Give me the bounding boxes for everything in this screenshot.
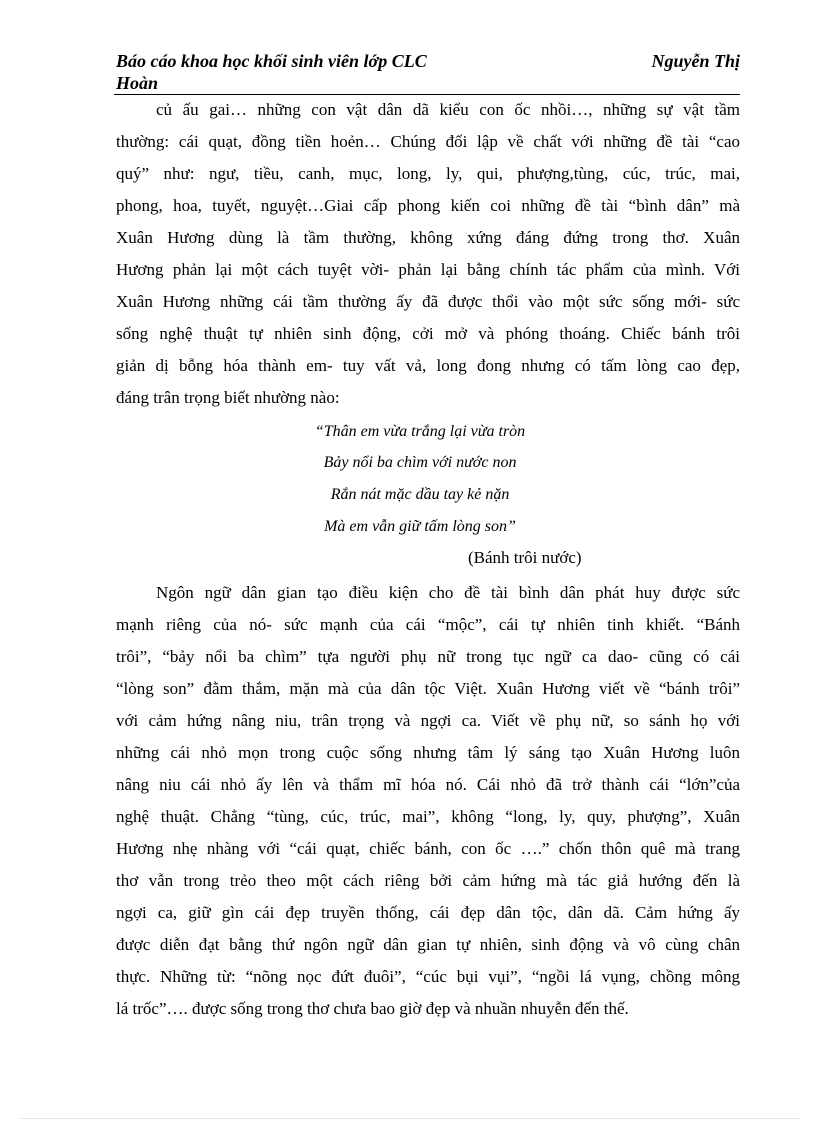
paragraph-1-line: quý” như: ngư, tiều, canh, mục, long, ly, qui, phượng,tùng, cúc, trúc, mai, bbox=[116, 164, 740, 183]
poem-line: “Thân em vừa trắng lại vừa tròn bbox=[314, 423, 526, 440]
paragraph-1-line: phong, hoa, tuyết, nguyệt…Giai cấp phong kiến coi những đề tài “bình dân” mà bbox=[116, 196, 740, 215]
poem-credit: (Bánh trôi nước) bbox=[468, 548, 582, 567]
paragraph-2-line: với cảm hứng nâng niu, trân trọng và ngợi ca. Viết về phụ nữ, so sánh họ với bbox=[116, 711, 740, 730]
poem-line: Mà em vẫn giữ tấm lòng son” bbox=[324, 518, 516, 535]
header-author-name: Nguyễn Thị bbox=[651, 51, 740, 71]
paragraph-2-line: lá trốc”…. được sống trong thơ chưa bao giờ đẹp và nhuần nhuyễn đến thế. bbox=[116, 999, 629, 1018]
paragraph-2-line: Ngôn ngữ dân gian tạo điều kiện cho đề tài bình dân phát huy được sức bbox=[156, 583, 740, 602]
paragraph-1-line: Hương phản lại một cách tuyệt vời- phản lại bằng chính tác phẩm của mình. Với bbox=[116, 260, 740, 279]
page-bottom-edge bbox=[20, 1118, 800, 1119]
header-report-title: Báo cáo khoa học khối sinh viên lớp CLC bbox=[116, 51, 427, 71]
poem-line: Rắn nát mặc dầu tay kẻ nặn bbox=[330, 486, 510, 503]
paragraph-2-line: thực. Những từ: “nõng nọc đứt đuôi”, “cúc bụi vụi”, “ngồi lá vụng, chồng mông bbox=[116, 967, 740, 986]
paragraph-2-line: “lòng son” đằm thắm, mặn mà của dân tộc Việt. Xuân Hương viết về “bánh trôi” bbox=[116, 679, 740, 698]
paragraph-1-line: giản dị bỗng hóa thành em- tuy vất vả, long đong nhưng có tấm lòng cao đẹp, bbox=[116, 356, 740, 375]
paragraph-2-line: mạnh riêng của nó- sức mạnh của cái “mộc”, cái tự nhiên tinh khiết. “Bánh bbox=[116, 615, 740, 634]
paragraph-2-line: được diễn đạt bằng thứ ngôn ngữ dân gian tự nhiên, sinh động và vô cùng chân bbox=[116, 935, 740, 954]
paragraph-1-line: đáng trân trọng biết nhường nào: bbox=[116, 388, 340, 407]
paragraph-2-line: thơ vẫn trong trẻo theo một cách riêng bởi cảm hứng mà tác giả hướng đến là bbox=[116, 871, 740, 890]
poem-line: Bảy nổi ba chìm với nước non bbox=[323, 454, 517, 471]
header-rule bbox=[114, 94, 740, 95]
paragraph-2-line: trôi”, “bảy nổi ba chìm” tựa người phụ nữ trong tục ngữ ca dao- cũng có cái bbox=[116, 647, 740, 666]
paragraph-1-line: thường: cái quạt, đồng tiền hoẻn… Chúng đối lập về chất với những đề tài “cao bbox=[116, 132, 740, 151]
paragraph-2-line: nâng niu cái nhỏ ấy lên và thẩm mĩ hóa nó. Cái nhỏ đã trở thành cái “lớn”của bbox=[116, 775, 740, 794]
paragraph-2-line: ngợi ca, giữ gìn cái đẹp truyền thống, cái đẹp dân tộc, dân dã. Cảm hứng ấy bbox=[116, 903, 740, 922]
paragraph-1-line: Xuân Hương những cái tầm thường ấy đã được thổi vào một sức sống mới- sức bbox=[116, 292, 740, 311]
paragraph-2-line: Hương nhẹ nhàng với “cái quạt, chiếc bánh, con ốc ….” chốn thôn quê mà trang bbox=[116, 839, 740, 858]
header-author-name-continuation: Hoàn bbox=[116, 73, 159, 93]
paragraph-1-line: Xuân Hương dùng là tầm thường, không xứng đáng đứng trong thơ. Xuân bbox=[116, 228, 740, 247]
paragraph-1-line: sống nghệ thuật tự nhiên sinh động, cởi mở và phóng thoáng. Chiếc bánh trôi bbox=[116, 324, 740, 343]
paragraph-2-line: nghệ thuật. Chẳng “tùng, cúc, trúc, mai”, không “long, ly, quy, phượng”, Xuân bbox=[116, 807, 740, 826]
paragraph-1-line: củ ấu gai… những con vật dân dã kiểu con ốc nhồi…, những sự vật tầm bbox=[156, 100, 740, 119]
paragraph-2-line: những cái nhỏ mọn trong cuộc sống nhưng tâm lý sáng tạo Xuân Hương luôn bbox=[116, 743, 740, 762]
